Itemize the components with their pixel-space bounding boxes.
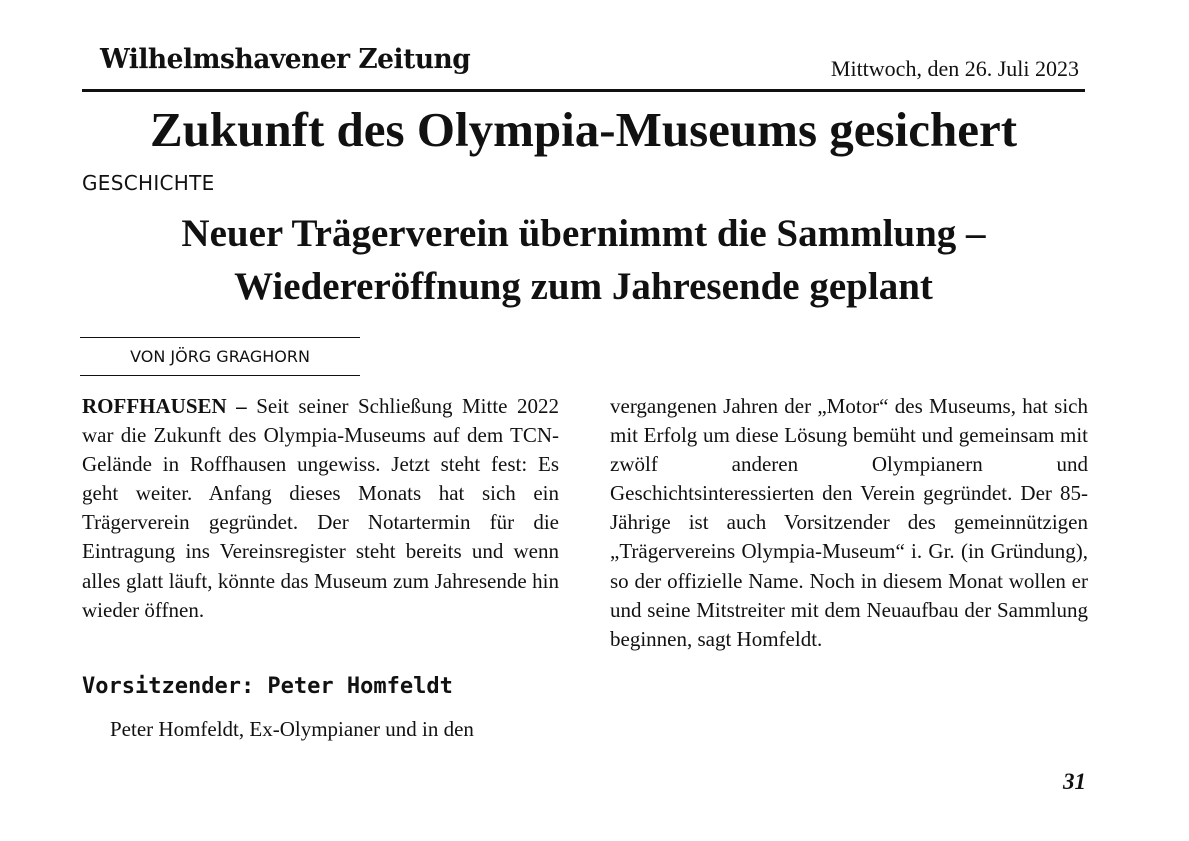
section-kicker: GESCHICHTE <box>82 171 215 195</box>
byline: VON JÖRG GRAGHORN <box>130 347 310 366</box>
newspaper-masthead: Wilhelmshavener Zeitung <box>100 44 471 75</box>
section-subtitle: Vorsitzender: Peter Homfeldt <box>82 674 453 699</box>
section-paragraph-start: Peter Homfeldt, Ex-Olympianer und in den <box>110 717 474 741</box>
lead-text: Seit seiner Schließung Mitte 2022 war die Zukunft des Olympia-Museums auf dem TCN-Gelände in Roffhausen ungewiss. Jetzt steht fest: Es geht weiter. Anfang dieses Monats hat sich ein Trägerverein gegründet. Der Notartermin für die Eintragung ins Vereinsregister steht bereits und wenn alles glatt läuft, könnte das Museum zum Jahresende hin wieder öffnen. <box>82 394 559 622</box>
article-headline: Zukunft des Olympia-Museums gesichert <box>149 102 1018 157</box>
header-rule <box>82 89 1085 92</box>
issue-date: Mittwoch, den 26. Juli 2023 <box>830 56 1079 81</box>
lead-paragraph <box>82 392 559 625</box>
article-subheadline: Neuer Trägerverein übernimmt die Sammlung – Wiedereröffnung zum Jahresende geplant <box>181 212 986 308</box>
page-number: 31 <box>1063 769 1086 794</box>
dateline-place: ROFFHAUSEN – <box>82 394 247 418</box>
section-paragraph-continued: vergangenen Jahren der „Motor“ des Museums, hat sich mit Erfolg um diese Lösung bemüht und gemeinsam mit zwölf anderen Olympianern und Geschichtsinteressierten den Verein gegründet. Der 85-Jährige ist auch Vorsitzender des gemeinnützigen „Trägervereins Olympia-Museum“ i. Gr. (in Gründung), so der offizielle Name. Noch in diesem Monat wollen er und seine Mitstreiter mit dem Neuaufbau der Sammlung beginnen, sagt Homfeldt. <box>610 394 1088 651</box>
